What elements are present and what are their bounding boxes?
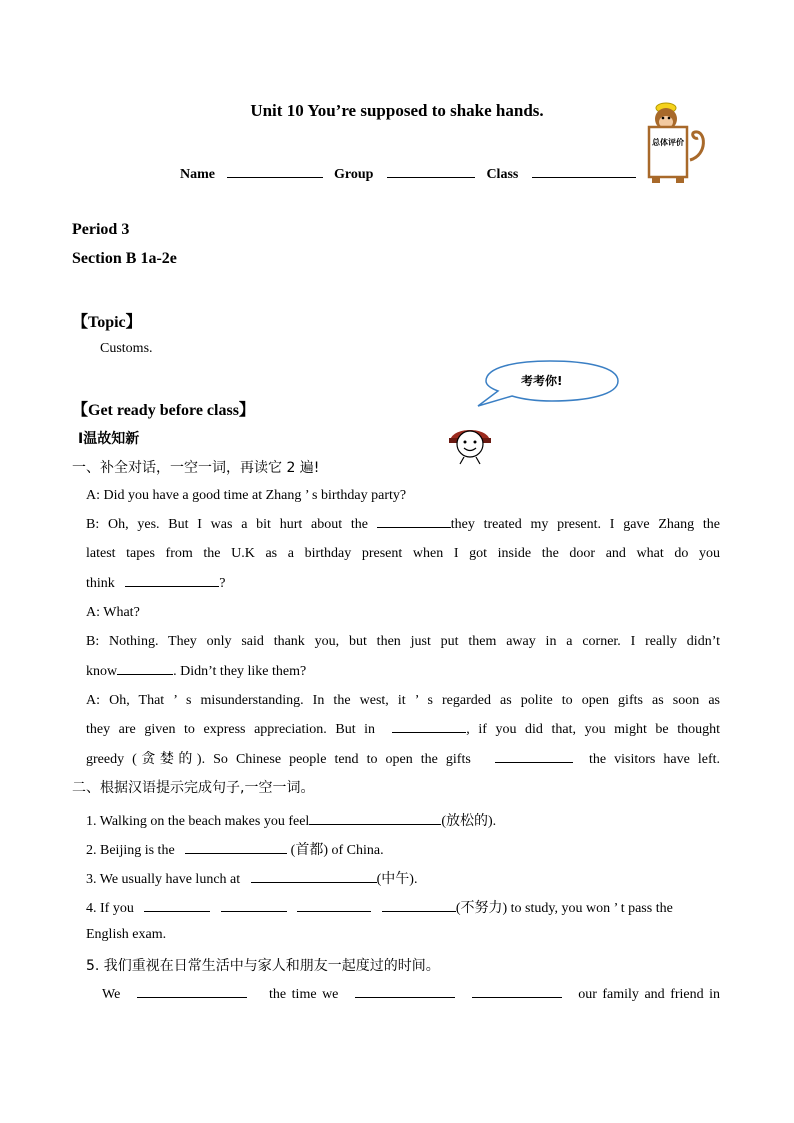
cartoon-face-icon <box>444 420 496 466</box>
get-ready-heading: 【Get ready before class】 <box>72 402 255 419</box>
sentence-1-blank[interactable] <box>309 810 441 825</box>
document-title: Unit 10 You’re supposed to shake hands. <box>250 101 544 120</box>
sentence-4: 4. If you (不努力) to study, you won ’ t pass the <box>86 897 673 917</box>
dialogue-line-5: A: What? <box>86 605 140 620</box>
dialogue-line-6: B: Nothing. They only said thank you, but then just put them away in a corner. I really didn’t <box>86 634 720 649</box>
sentence-2-blank[interactable] <box>185 839 287 854</box>
dialogue-line-8: A: Oh, That ’ s misunderstanding. In the west, it ’ s regarded as polite to open gifts as soon as <box>86 693 720 708</box>
dialogue-blank-2[interactable] <box>125 572 219 587</box>
sentence-5-line: We the time we our family and friend in <box>102 980 720 1010</box>
sentence-5-prompt: 5. 我们重视在日常生活中与家人和朋友一起度过的时间。 <box>86 958 440 974</box>
sentence-5-blank-1[interactable] <box>137 983 247 998</box>
topic-text: Customs. <box>100 341 153 356</box>
sentence-4-blank-1[interactable] <box>144 897 210 912</box>
section-label: Section B 1a-2e <box>72 250 177 267</box>
dialogue-blank-3[interactable] <box>117 660 173 675</box>
sentence-4-continued: English exam. <box>86 927 167 942</box>
sentence-1: 1. Walking on the beach makes you feel (放松的). <box>86 810 496 830</box>
dialogue-line-1: A: Did you have a good time at Zhang ’ s birthday party? <box>86 488 407 503</box>
sentence-3: 3. We usually have lunch at (中午). <box>86 868 417 888</box>
sentence-5-blank-2[interactable] <box>355 983 455 998</box>
dialogue-line-9: they are given to express appreciation. But in , if you did that, you might be thought <box>86 715 720 745</box>
period-label: Period 3 <box>72 221 130 238</box>
topic-heading: 【Topic】 <box>72 314 142 331</box>
name-label: Name <box>180 167 215 182</box>
dialogue-line-10: greedy (贪婪的). So Chinese people tend to open the gifts the visitors have left. <box>86 745 720 775</box>
class-label: Class <box>486 167 519 182</box>
part2-heading: 二、根据汉语提示完成句子,一空一词。 <box>72 780 315 796</box>
sentence-4-blank-2[interactable] <box>221 897 287 912</box>
dialogue-blank-4[interactable] <box>392 718 466 733</box>
part1-heading: 一、补全对话，一空一词，再读它 2 遍! <box>72 460 320 476</box>
sentence-5-blank-3[interactable] <box>472 983 562 998</box>
dialogue-line-3: latest tapes from the U.K as a birthday present when I got inside the door and what do you <box>86 546 720 561</box>
review-subheading: Ⅰ温故知新 <box>78 431 140 447</box>
dialogue-line-2: B: Oh, yes. But I was a bit hurt about the they treated my present. I gave Zhang the <box>86 510 720 540</box>
dialogue-line-4: think ? <box>86 569 720 599</box>
sentence-2: 2. Beijing is the (首都) of China. <box>86 839 384 859</box>
sentence-3-blank[interactable] <box>251 868 377 883</box>
group-label: Group <box>334 167 374 182</box>
sentence-4-blank-4[interactable] <box>382 897 456 912</box>
dialogue-blank-5[interactable] <box>495 748 573 763</box>
sentence-4-blank-3[interactable] <box>297 897 371 912</box>
student-info-line <box>180 163 636 183</box>
class-blank[interactable] <box>532 163 636 178</box>
dialogue-line-7: know . Didn’t they like them? <box>86 657 720 687</box>
bubble-text: 考考你! <box>521 374 563 388</box>
dialogue-blank-1[interactable] <box>377 513 451 528</box>
badge-text: 总体评价 <box>652 138 684 147</box>
group-blank[interactable] <box>387 163 475 178</box>
name-blank[interactable] <box>227 163 323 178</box>
